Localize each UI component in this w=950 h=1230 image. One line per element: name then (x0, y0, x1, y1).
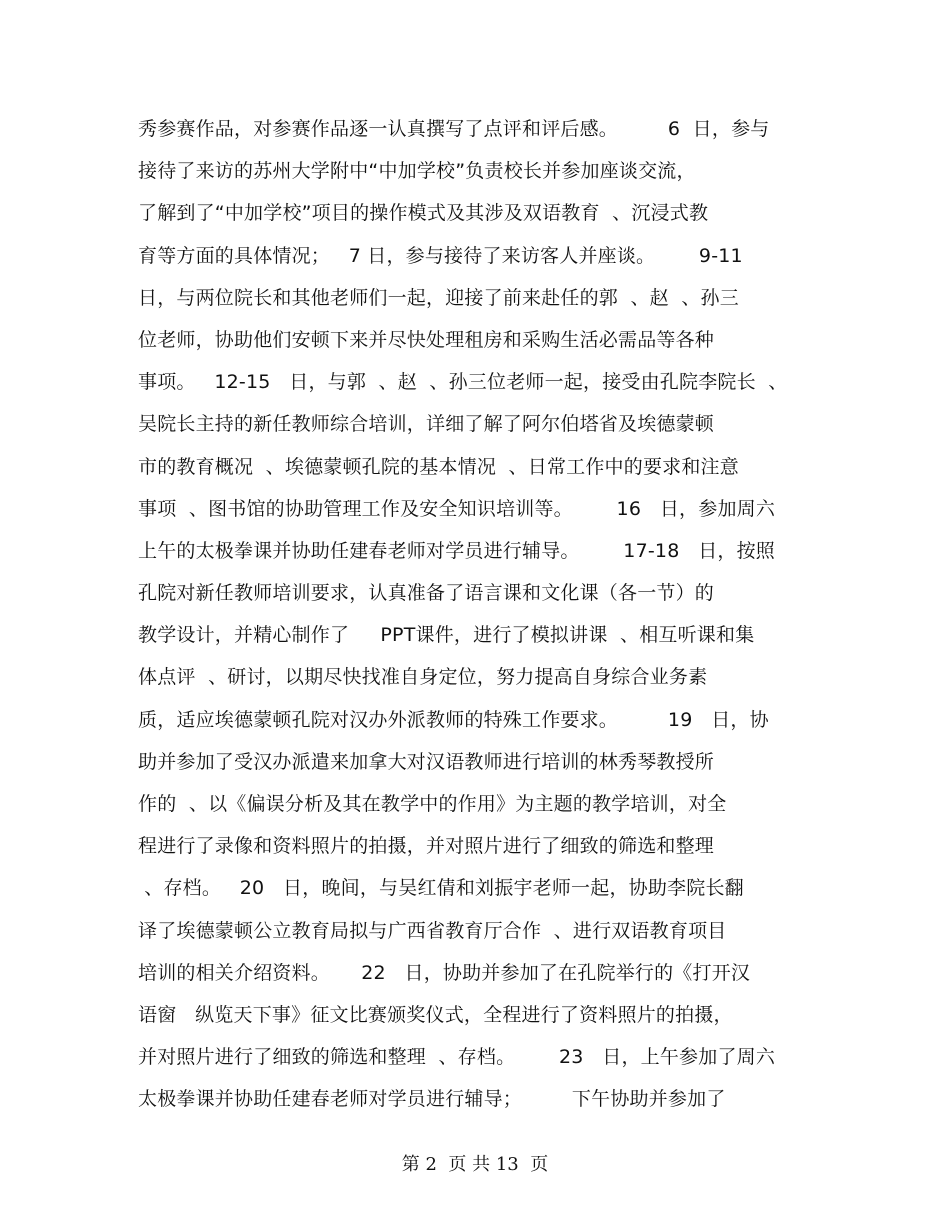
text-line: 事项。 12-15 日，与郭 、赵 、孙三位老师一起，接受由孔院李院长 、 (138, 371, 788, 394)
text-line: 作的 、以《偏误分析及其在教学中的作用》为主题的教学培训，对全 (138, 793, 727, 815)
text-line: 育等方面的具体情况； 7 日，参与接待了来访客人并座谈。 9-11 (138, 244, 743, 267)
body-text (138, 108, 818, 1121)
text-line: 上午的太极拳课并协助任建春老师对学员进行辅导。 17-18 日，按照 (138, 539, 776, 562)
text-line: 程进行了录像和资料照片的拍摄，并对照片进行了细致的筛选和整理 (138, 835, 715, 858)
text-line: 译了埃德蒙顿公立教育局拟与广西省教育厅合作 、进行双语教育项目 (138, 919, 727, 942)
text-line: 培训的相关介绍资料。 22 日，协助并参加了在孔院举行的《打开汉 (138, 961, 751, 984)
text-line: 了解到了“中加学校”项目的操作模式及其涉及双语教育 、沉浸式教 (138, 202, 709, 225)
text-line: 、存档。 20 日，晚间，与吴红倩和刘振宇老师一起，协助李院长翻 (138, 877, 744, 900)
text-line: 并对照片进行了细致的筛选和整理 、存档。 23 日，上午参加了周六 (138, 1046, 776, 1069)
text-line: 体点评 、研讨，以期尽快找准自身定位，努力提高自身综合业务素 (138, 666, 708, 689)
page-number-footer: 第 2 页 共 13 页 (401, 1154, 549, 1175)
text-line: 孔院对新任教师培训要求，认真准备了语言课和文化课（各一节）的 (138, 582, 715, 605)
text-line: 吴院长主持的新任教师综合培训，详细了解了阿尔伯塔省及埃德蒙顿 (138, 413, 715, 436)
text-line: 太极拳课并协助任建春老师对学员进行辅导； 下午协助并参加了 (138, 1088, 726, 1111)
text-line: 日，与两位院长和其他老师们一起，迎接了前来赴任的郭 、赵 、孙三 (138, 286, 739, 309)
text-line: 语窗 纵览天下事》征文比赛颁奖仪式，全程进行了资料照片的拍摄， (138, 1003, 733, 1026)
text-line: 秀参赛作品，对参赛作品逐一认真撰写了点评和评后感。 6 日，参与 (138, 118, 770, 140)
text-line: 教学设计，并精心制作了 PPT课件，进行了模拟讲课 、相互听课和集 (138, 624, 755, 647)
text-line: 助并参加了受汉办派遣来加拿大对汉语教师进行培训的林秀琴教授所 (138, 750, 715, 773)
text-line: 质，适应埃德蒙顿孔院对汉办外派教师的特殊工作要求。 19 日，协 (138, 708, 769, 731)
text-line: 市的教育概况 、埃德蒙顿孔院的基本情况 、日常工作中的要求和注意 (138, 455, 739, 478)
text-line: 位老师，协助他们安顿下来并尽快处理租房和采购生活必需品等各种 (138, 328, 715, 351)
text-line: 事项 、图书馆的协助管理工作及安全知识培训等。 16 日，参加周六 (138, 497, 776, 520)
text-line: 接待了来访的苏州大学附中“中加学校”负责校长并参加座谈交流， (138, 160, 696, 183)
